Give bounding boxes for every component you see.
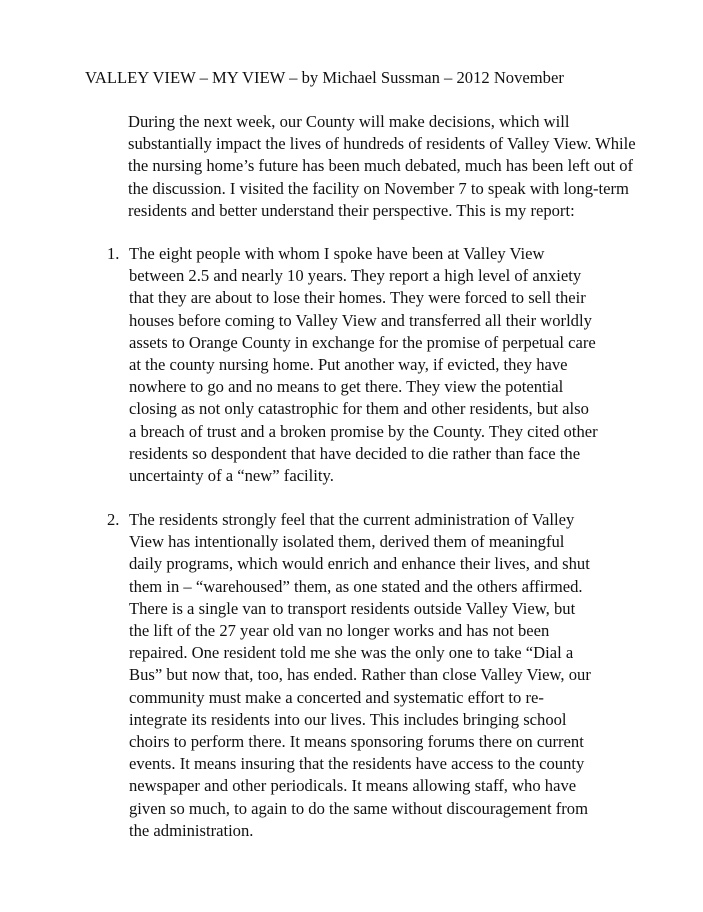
list-item-number: 2. <box>107 510 120 529</box>
intro-line: the nursing home’s future has been much debated, much has been left out of <box>128 156 634 176</box>
intro-paragraph <box>85 111 636 222</box>
list-item-line: a breach of trust and a broken promise by the County. They cited other <box>129 421 598 441</box>
list-item-line: The eight people with whom I spoke have been at Valley View <box>129 244 545 263</box>
list-item <box>85 243 633 487</box>
list-item-line: that they are about to lose their homes. They were forced to sell their <box>129 288 586 308</box>
list-item-line: daily programs, which would enrich and enhance their lives, and shut <box>129 554 590 574</box>
list-item-line: the administration. <box>129 820 254 840</box>
list-item-line: between 2.5 and nearly 10 years. They report a high level of anxiety <box>129 266 582 286</box>
intro-line: the discussion. I visited the facility on November 7 to speak with long-term <box>128 178 629 198</box>
list-item-line: View has intentionally isolated them, derived them of meaningful <box>129 532 565 552</box>
intro-line: substantially impact the lives of hundreds of residents of Valley View. While <box>128 134 636 154</box>
numbered-list-item-1 <box>85 243 633 487</box>
list-item-line: assets to Orange County in exchange for the promise of perpetual care <box>129 332 596 352</box>
list-item-line: community must make a concerted and systematic effort to re- <box>129 687 544 707</box>
list-item-line: residents so despondent that have decided to die rather than face the <box>129 443 581 463</box>
numbered-list-item-2 <box>85 509 633 842</box>
list-item-line: at the county nursing home. Put another way, if evicted, they have <box>129 355 568 375</box>
list-item-line: newspaper and other periodicals. It means allowing staff, who have <box>129 776 577 796</box>
list-item-line: Bus” but now that, too, has ended. Rather than close Valley View, our <box>129 665 591 685</box>
list-item-line: integrate its residents into our lives. This includes bringing school <box>129 709 567 729</box>
list-item-line: them in – “warehoused” them, as one stated and the others affirmed. <box>129 576 583 596</box>
list-item-line: The residents strongly feel that the current administration of Valley <box>129 510 575 529</box>
list-item-line: There is a single van to transport residents outside Valley View, but <box>129 598 576 618</box>
list-item-line: given so much, to again to do the same without discouragement from <box>129 798 588 818</box>
document-title: VALLEY VIEW – MY VIEW – by Michael Sussman – 2012 November <box>85 68 564 87</box>
intro-line: residents and better understand their perspective. This is my report: <box>128 200 575 220</box>
list-item-number: 1. <box>107 244 120 263</box>
list-item-line: the lift of the 27 year old van no longer works and has not been <box>129 621 550 641</box>
intro-line: During the next week, our County will make decisions, which will <box>128 112 570 131</box>
list-item-line: events. It means insuring that the residents have access to the county <box>129 754 585 774</box>
list-item <box>85 509 633 842</box>
list-item-line: uncertainty of a “new” facility. <box>129 466 334 486</box>
list-item-line: closing as not only catastrophic for them and other residents, but also <box>129 399 589 419</box>
list-item-line: repaired. One resident told me she was the only one to take “Dial a <box>129 643 574 663</box>
list-item-line: choirs to perform there. It means sponsoring forums there on current <box>129 732 584 752</box>
list-item-line: nowhere to go and no means to get there. They view the potential <box>129 377 564 397</box>
list-item-line: houses before coming to Valley View and transferred all their worldly <box>129 310 592 330</box>
